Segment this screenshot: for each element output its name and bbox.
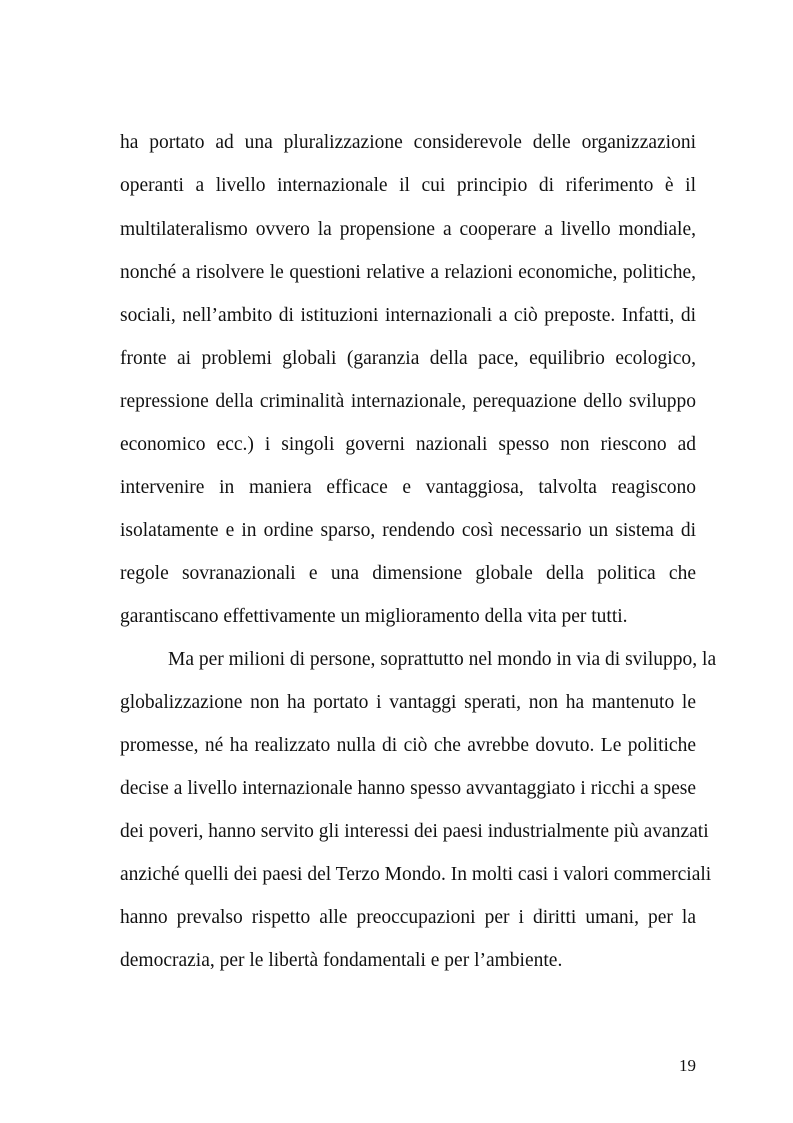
text-line: democrazia, per le libertà fondamentali e per l’ambiente.	[120, 950, 563, 971]
page-number: 19	[679, 1056, 696, 1075]
text-line: economico ecc.) i singoli governi nazionali spesso non riescono ad	[120, 434, 696, 455]
text-line: sociali, nell’ambito di istituzioni internazionali a ciò preposte. Infatti, di	[120, 305, 696, 326]
text-line: multilateralismo ovvero la propensione a cooperare a livello mondiale,	[120, 219, 696, 240]
text-line: ha portato ad una pluralizzazione considerevole delle organizzazioni	[120, 132, 696, 153]
text-line: fronte ai problemi globali (garanzia della pace, equilibrio ecologico,	[120, 348, 696, 369]
text-line: promesse, né ha realizzato nulla di ciò che avrebbe dovuto. Le politiche	[120, 735, 696, 756]
text-line: nonché a risolvere le questioni relative a relazioni economiche, politiche,	[120, 262, 696, 283]
text-line: operanti a livello internazionale il cui principio di riferimento è il	[120, 175, 696, 196]
text-line: hanno prevalso rispetto alle preoccupazioni per i diritti umani, per la	[120, 907, 696, 928]
text-line: garantiscano effettivamente un miglioramento della vita per tutti.	[120, 606, 628, 627]
text-line: intervenire in maniera efficace e vantaggiosa, talvolta reagiscono	[120, 477, 696, 498]
text-line: decise a livello internazionale hanno spesso avvantaggiato i ricchi a spese	[120, 778, 696, 799]
text-line: repressione della criminalità internazionale, perequazione dello sviluppo	[120, 391, 696, 412]
text-line: globalizzazione non ha portato i vantaggi sperati, non ha mantenuto le	[120, 692, 696, 713]
text-line: dei poveri, hanno servito gli interessi dei paesi industrialmente più avanzati	[120, 821, 709, 842]
text-line: Ma per milioni di persone, soprattutto nel mondo in via di sviluppo, la	[168, 649, 717, 670]
text-line: anziché quelli dei paesi del Terzo Mondo. In molti casi i valori commerciali	[120, 864, 712, 885]
text-line: isolatamente e in ordine sparso, rendendo così necessario un sistema di	[120, 520, 696, 541]
text-line: regole sovranazionali e una dimensione globale della politica che	[120, 563, 696, 584]
